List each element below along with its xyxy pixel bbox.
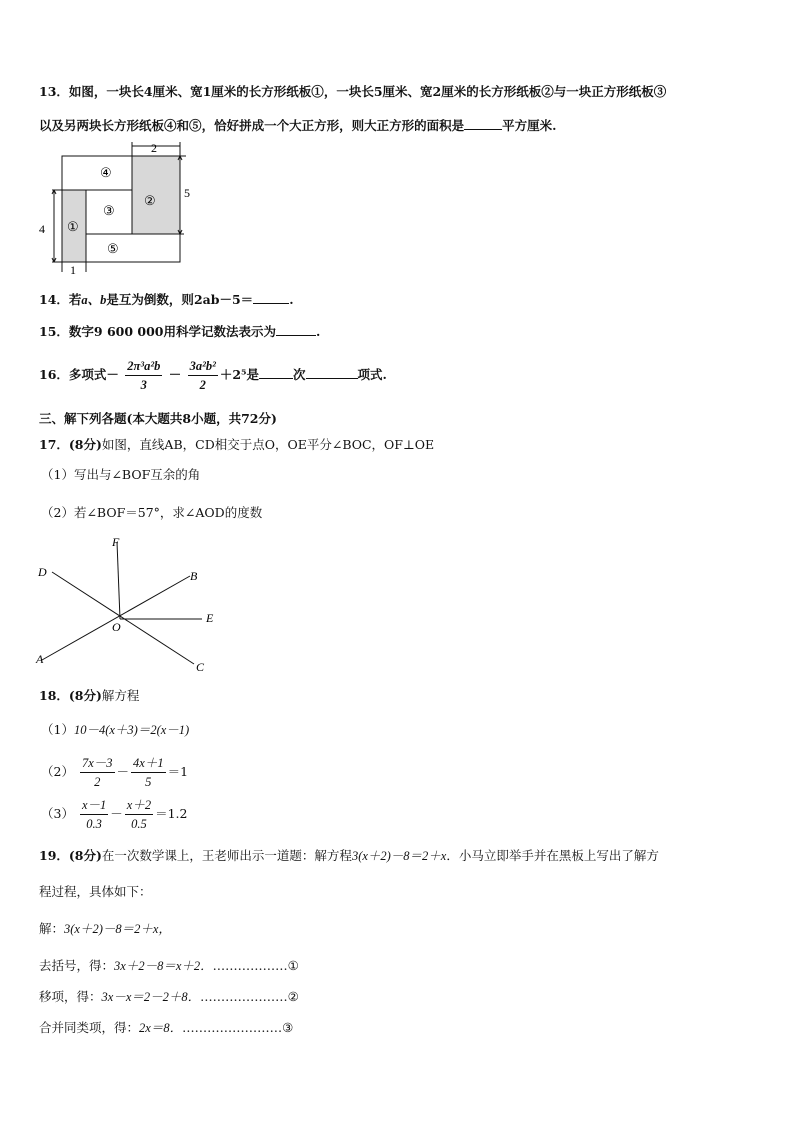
section-heading: 三、解下列各题(本大题共8小题，共72分) xyxy=(39,411,277,426)
ray-OF xyxy=(117,542,120,619)
piece-label-3: ③ xyxy=(103,203,115,218)
q19-stem: 19．(8分)在一次数学课上，王老师出示一道题：解方程3(x＋2)－8＝2＋x．小马立即举手并在黑板上写出了解方 xyxy=(39,848,659,863)
q14: 14．若a、b是互为倒数，则2ab－5＝ . xyxy=(39,292,294,307)
label-C: C xyxy=(196,660,205,674)
piece-label-4: ④ xyxy=(100,165,112,180)
label-E: E xyxy=(206,611,214,625)
piece-label-1: ① xyxy=(67,219,79,234)
q13-figure xyxy=(34,140,194,275)
piece-label-2: ② xyxy=(144,193,156,208)
q13-line1: 13．如图，一块长4厘米、宽1厘米的长方形纸板①，一块长5厘米、宽2厘米的长方形纸板②与一块正方形纸板③ xyxy=(39,84,667,99)
answer-blank[interactable] xyxy=(306,366,358,379)
q15: 15．数字9 600 000用科学记数法表示为 . xyxy=(39,324,321,339)
q17-part2: （2）若∠BOF＝57°，求∠AOD的度数 xyxy=(41,505,263,520)
label-A: A xyxy=(36,652,44,666)
q18-part3: （3） $\frac{x-1}{0.3}$ － $\frac{x+2}{0.5}$ ＝1.2 xyxy=(41,798,188,831)
q19-solution: 解：3(x＋2)－8＝2＋x， xyxy=(39,921,171,936)
board-4 xyxy=(62,156,132,190)
fraction: $\frac{x-1}{0.3}$ xyxy=(81,798,107,831)
answer-blank[interactable] xyxy=(464,117,502,130)
answer-blank[interactable] xyxy=(253,291,289,304)
label-2: 2 xyxy=(151,141,157,155)
q19-step1: 去括号，得：3x＋2－8＝x＋2．………………① xyxy=(39,958,299,973)
q19-stem-line2: 程过程，具体如下： xyxy=(39,884,152,899)
q18-stem: 18．(8分)解方程 xyxy=(39,688,140,703)
q17-part1: （1）写出与∠BOF互余的角 xyxy=(41,467,201,482)
q17-stem: 17．(8分)如图，直线AB，CD相交于点O，OE平分∠BOC，OF⊥OE xyxy=(39,437,435,452)
answer-blank[interactable] xyxy=(276,323,316,336)
label-D: D xyxy=(38,565,47,579)
label-5: 5 xyxy=(184,186,190,200)
fraction: $\frac{4x+1}{5}$ xyxy=(133,756,164,789)
answer-blank[interactable] xyxy=(259,366,293,379)
label-F: F xyxy=(112,535,120,549)
label-4: 4 xyxy=(39,222,45,236)
board-2 xyxy=(132,156,180,234)
piece-label-5: ⑤ xyxy=(107,241,119,256)
fraction: $\frac{\text{2π³a²b}}{3}$ xyxy=(127,359,161,392)
q18-part2: （2） $\frac{7x-3}{2}$ － $\frac{4x+1}{5}$ ＝1 xyxy=(41,756,189,789)
label-1: 1 xyxy=(70,263,76,275)
q19-step2: 移项，得：3x－x＝2－2＋8．…………………② xyxy=(39,989,299,1004)
q18-part1: （1）10－4(x＋3)＝2(x－1) xyxy=(41,722,190,737)
q19-step3: 合并同类项，得：2x＝8．……………………③ xyxy=(39,1020,294,1035)
q16: 16．多项式－ $\frac{\text{2π³a²b}}{3}$ － $\frac{\text{3a²b²}}{2}$ ＋2⁵是 次 项式. xyxy=(39,359,387,392)
label-O: O xyxy=(112,620,121,634)
fraction: $\frac{x+2}{0.5}$ xyxy=(126,798,152,831)
board-5 xyxy=(86,234,180,262)
q13-line2: 以及另两块长方形纸板④和⑤，恰好拼成一个大正方形，则大正方形的面积是 平方厘米. xyxy=(39,118,557,133)
q17-figure xyxy=(32,532,232,680)
fraction: $\frac{7x-3}{2}$ xyxy=(81,756,113,789)
fraction: $\frac{\text{3a²b²}}{2}$ xyxy=(189,359,216,392)
label-B: B xyxy=(190,569,198,583)
